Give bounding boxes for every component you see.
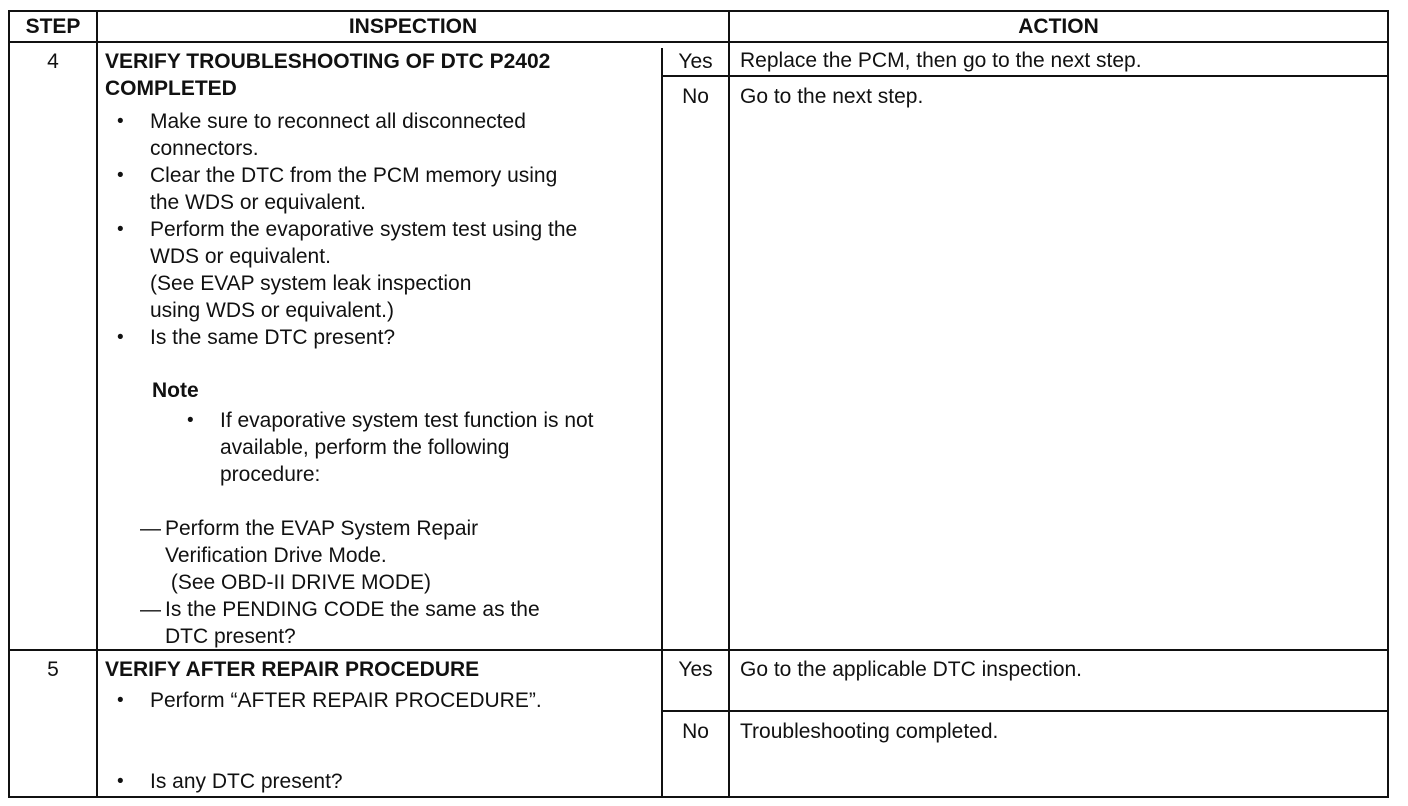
- header-bottom-rule: [10, 41, 1387, 43]
- note-label: Note: [152, 379, 199, 402]
- no-label: No: [682, 85, 709, 108]
- step-number: 5: [47, 658, 59, 681]
- step-title-line: VERIFY TROUBLESHOOTING OF DTC P2402: [105, 50, 551, 73]
- inspection-bullet: • Is any DTC present?: [105, 768, 343, 795]
- header-step: STEP: [25, 15, 81, 38]
- procedure-dash-item: — Is the PENDING CODE the same as the DTC present?: [140, 596, 540, 650]
- yes-label: Yes: [678, 50, 713, 73]
- step5-yes-no-rule: [661, 710, 1387, 712]
- inspection-bullet-list: [105, 687, 542, 714]
- header-action: ACTION: [1018, 15, 1099, 38]
- inspection-bullet: • Perform the evaporative system test using the WDS or equivalent. (See EVAP system leak inspection using WDS or equivalent.): [105, 216, 577, 324]
- step-title: [105, 656, 479, 683]
- inspection-bullet: • Make sure to reconnect all disconnected connectors.: [105, 108, 577, 162]
- inspection-bullet: • Is the same DTC present?: [105, 324, 577, 351]
- step-title: [105, 48, 550, 102]
- col-divider-step: [96, 12, 98, 796]
- no-action: Troubleshooting completed.: [740, 720, 999, 743]
- col-divider-yesno: [728, 12, 730, 796]
- inspection-bullet: • Perform “AFTER REPAIR PROCEDURE”.: [105, 687, 542, 714]
- no-action: Go to the next step.: [740, 85, 924, 108]
- inspection-bullet-list: [105, 108, 577, 351]
- step4-yes-no-rule: [661, 75, 1387, 77]
- inspection-bullet: • Clear the DTC from the PCM memory using the WDS or equivalent.: [105, 162, 577, 216]
- step-title-line: COMPLETED: [105, 77, 237, 100]
- col-divider-inspection: [661, 48, 663, 796]
- note-bullet-list: [175, 407, 594, 488]
- step-number: 4: [47, 50, 59, 73]
- yes-label: Yes: [678, 658, 713, 681]
- procedure-dash-list: [140, 515, 540, 650]
- header-inspection: INSPECTION: [348, 15, 478, 38]
- inspection-bullet-list: [105, 768, 343, 795]
- no-label: No: [682, 720, 709, 743]
- step-title-line: VERIFY AFTER REPAIR PROCEDURE: [105, 658, 480, 681]
- note-bullet: • If evaporative system test function is not available, perform the following procedure:: [175, 407, 594, 488]
- procedure-dash-item: — Perform the EVAP System Repair Verification Drive Mode. (See OBD-II DRIVE MODE): [140, 515, 540, 596]
- yes-action: Replace the PCM, then go to the next step.: [740, 49, 1142, 72]
- yes-action: Go to the applicable DTC inspection.: [740, 658, 1083, 681]
- diagnostic-table: [8, 10, 1389, 798]
